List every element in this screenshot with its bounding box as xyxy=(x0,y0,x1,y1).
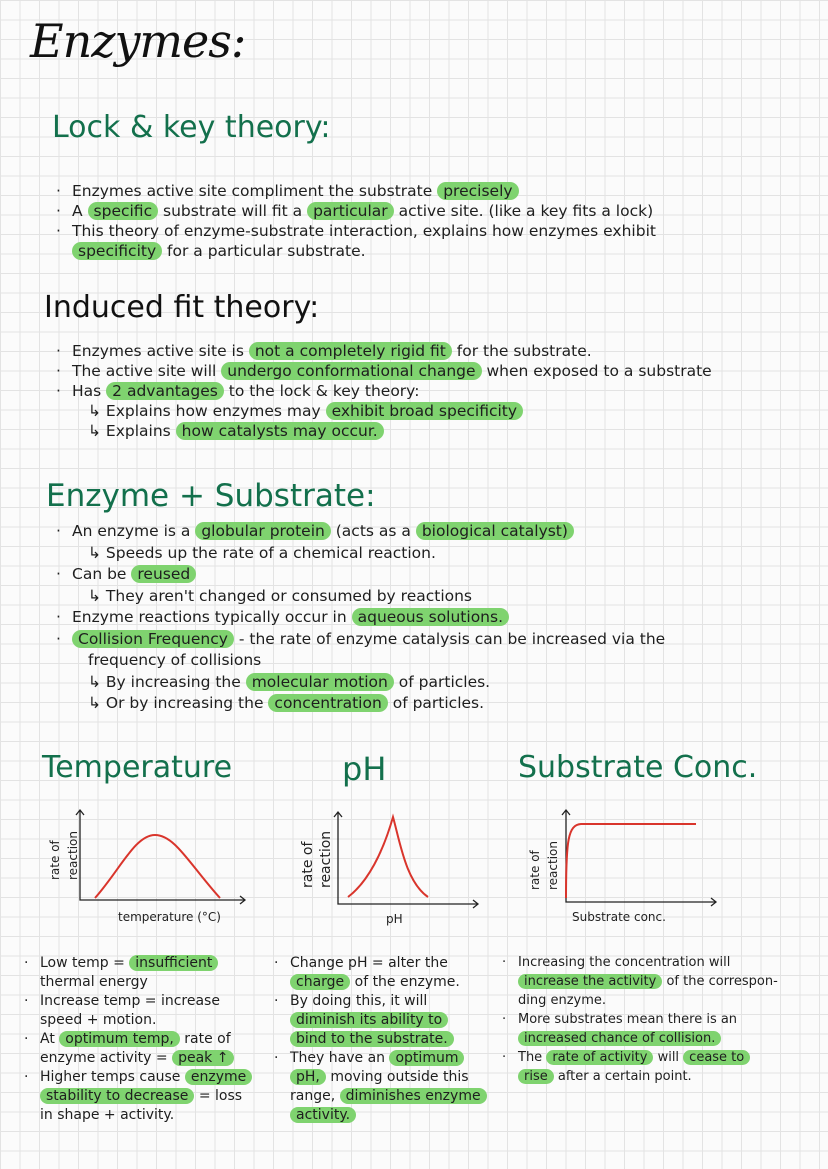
temperature-note-line xyxy=(24,1087,242,1105)
ph-note-line xyxy=(274,1011,448,1029)
bullet: · xyxy=(56,629,61,648)
enzyme-substrate-line xyxy=(72,694,484,712)
temperature-note-line xyxy=(24,1106,174,1124)
bullet: · xyxy=(24,1069,29,1085)
text: Change pH = alter the xyxy=(290,955,448,971)
bullet: · xyxy=(24,955,29,971)
highlight: rise xyxy=(518,1069,554,1084)
text: ↳ Explains xyxy=(88,422,176,440)
text: Increase temp = increase xyxy=(40,993,220,1009)
text: for a particular substrate. xyxy=(162,242,366,260)
text: for the substrate. xyxy=(451,342,592,360)
text: The active site will xyxy=(72,362,222,380)
ph-note-line xyxy=(274,992,427,1010)
temperature-note-line xyxy=(24,954,218,972)
enzyme-substrate-line xyxy=(56,522,574,540)
text: to the lock & key theory: xyxy=(223,382,420,400)
text: when exposed to a substrate xyxy=(481,362,712,380)
enzyme-substrate-line xyxy=(56,565,196,583)
text: frequency of collisions xyxy=(88,651,262,669)
highlight: aqueous solutions. xyxy=(352,608,509,626)
substrate-note-line xyxy=(502,1049,750,1067)
highlight: reused xyxy=(131,565,196,583)
ph-note-line xyxy=(274,1087,487,1105)
temperature-note-line xyxy=(24,1011,156,1029)
text: enzyme activity = xyxy=(40,1050,173,1066)
bullet: · xyxy=(56,182,61,200)
enzyme-substrate-line xyxy=(72,651,261,669)
lock-key-line xyxy=(56,182,519,200)
text: ding enzyme. xyxy=(518,993,607,1008)
highlight: increase the activity xyxy=(518,974,662,989)
highlight: precisely xyxy=(437,182,518,200)
temperature-note-line xyxy=(24,992,220,1010)
ph-note-line xyxy=(274,1049,464,1067)
text: By doing this, it will xyxy=(290,993,428,1009)
highlight: how catalysts may occur. xyxy=(176,422,384,440)
temperature-note-line xyxy=(24,1030,231,1048)
bullet: · xyxy=(24,1031,29,1047)
text: = loss xyxy=(194,1088,243,1104)
text: ↳ By increasing the xyxy=(88,672,246,691)
substrate-ylabel-1: rate of xyxy=(528,850,542,890)
temperature-note-line xyxy=(24,973,148,991)
highlight: Collision Frequency xyxy=(72,630,234,648)
substrate-xlabel: Substrate conc. xyxy=(572,910,666,924)
substrate-note-line xyxy=(502,1030,721,1048)
highlight: biological catalyst) xyxy=(416,522,574,540)
text: Low temp = xyxy=(40,955,130,971)
ph-axis-arrows xyxy=(334,812,478,908)
substrate-note-line xyxy=(502,1068,692,1086)
highlight: cease to xyxy=(683,1050,750,1065)
bullet: · xyxy=(56,522,61,540)
temperature-heading: Temperature xyxy=(42,750,233,785)
enzyme-substrate-line xyxy=(72,544,436,562)
highlight: undergo conformational change xyxy=(221,362,481,380)
substrate-note-line xyxy=(502,992,606,1010)
substrate-ylabel-2: reaction xyxy=(546,841,560,890)
text: of the enzyme. xyxy=(350,974,460,990)
lock-key-line xyxy=(56,202,653,220)
ph-note-line xyxy=(274,954,448,972)
text: A xyxy=(72,202,88,220)
lock-key-line xyxy=(56,222,656,240)
bullet: · xyxy=(56,565,61,583)
text: ↳ Explains how enzymes may xyxy=(88,402,326,420)
bullet: · xyxy=(56,382,61,400)
enzyme-substrate-heading: Enzyme + Substrate: xyxy=(46,478,376,514)
temperature-graph xyxy=(60,810,250,910)
bullet: · xyxy=(56,362,61,380)
text: will xyxy=(653,1050,684,1065)
highlight: not a completely rigid fit xyxy=(249,342,452,360)
ph-note-line xyxy=(274,1106,356,1124)
text: An enzyme is a xyxy=(72,522,196,540)
highlight: bind to the substrate. xyxy=(290,1031,454,1047)
bullet: · xyxy=(56,608,61,626)
highlight: rate of activity xyxy=(546,1050,653,1065)
text: speed + motion. xyxy=(40,1012,157,1028)
ph-ylabel-1: rate of xyxy=(300,841,316,888)
substrate-note-line xyxy=(502,1011,737,1029)
induced-fit-line xyxy=(56,382,419,400)
text: rate of xyxy=(179,1031,231,1047)
induced-fit-line xyxy=(72,422,384,440)
bullet: · xyxy=(274,1050,279,1066)
induced-fit-line xyxy=(56,342,592,360)
substrate-note-line xyxy=(502,973,778,991)
text: of particles. xyxy=(393,672,491,691)
ph-graph xyxy=(318,812,488,912)
text: - the rate of enzyme catalysis can be increased via the xyxy=(233,629,666,648)
enzyme-substrate-line xyxy=(72,587,472,605)
bullet: · xyxy=(24,993,29,1009)
substrate-curve xyxy=(566,824,696,898)
temperature-note-line xyxy=(24,1068,252,1086)
lock-key-line xyxy=(56,242,366,260)
bullet: · xyxy=(274,993,279,1009)
text: ↳ Speeds up the rate of a chemical reaction. xyxy=(88,543,436,562)
text: (acts as a xyxy=(330,522,416,540)
bullet: · xyxy=(56,202,61,220)
enzyme-substrate-line xyxy=(72,673,490,691)
ph-ylabel-2: reaction xyxy=(318,830,334,888)
text: Increasing the concentration will xyxy=(518,955,731,970)
lock-key-heading: Lock & key theory: xyxy=(52,110,331,145)
highlight: 2 advantages xyxy=(106,382,224,400)
ph-note-line xyxy=(274,1068,469,1086)
highlight: enzyme xyxy=(185,1069,252,1085)
highlight: globular protein xyxy=(195,522,331,540)
page-title: Enzymes: xyxy=(30,14,246,68)
highlight: diminish its ability to xyxy=(290,1012,448,1028)
highlight: particular xyxy=(307,202,394,220)
text: substrate will fit a xyxy=(158,202,308,220)
text: in shape + activity. xyxy=(40,1107,175,1123)
temperature-xlabel: temperature (°C) xyxy=(118,910,221,924)
ph-axes xyxy=(338,812,478,904)
substrate-graph xyxy=(546,810,726,910)
bullet: · xyxy=(502,1050,507,1065)
temperature-ylabel-2: reaction xyxy=(66,831,80,880)
enzyme-substrate-line xyxy=(56,608,509,626)
highlight: specific xyxy=(88,202,159,220)
highlight: increased chance of collision. xyxy=(518,1031,721,1046)
text: Enzyme reactions typically occur in xyxy=(72,608,352,626)
highlight: specificity xyxy=(72,242,162,260)
text: thermal energy xyxy=(40,974,148,990)
induced-fit-line xyxy=(56,362,712,380)
text: The xyxy=(518,1050,547,1065)
text: range, xyxy=(290,1088,340,1104)
bullet: · xyxy=(502,955,507,970)
highlight: peak ↑ xyxy=(172,1050,234,1066)
bullet: · xyxy=(502,1012,507,1027)
substrate-note-line xyxy=(502,954,730,972)
highlight: charge xyxy=(290,974,350,990)
text: Enzymes active site compliment the substrate xyxy=(72,182,438,200)
bullet: · xyxy=(274,955,279,971)
text: Has xyxy=(72,382,107,400)
highlight: activity. xyxy=(290,1107,356,1123)
ph-xlabel: pH xyxy=(386,912,403,926)
highlight: diminishes enzyme xyxy=(340,1088,487,1104)
text: This theory of enzyme-substrate interaction, explains how enzymes exhibit xyxy=(72,222,656,240)
substrate-conc-heading: Substrate Conc. xyxy=(518,750,758,785)
text: of the correspon- xyxy=(662,974,778,989)
ph-curve xyxy=(348,817,428,897)
text: ↳ Or by increasing the xyxy=(88,694,269,712)
text: Higher temps cause xyxy=(40,1069,185,1085)
induced-fit-line xyxy=(72,402,523,420)
ph-heading: pH xyxy=(342,750,387,788)
ph-note-line xyxy=(274,973,460,991)
highlight: molecular motion xyxy=(246,673,394,691)
text: ↳ They aren't changed or consumed by reactions xyxy=(88,586,473,605)
highlight: insufficient xyxy=(129,955,218,971)
text: active site. (like a key fits a lock) xyxy=(393,202,654,220)
bullet: · xyxy=(56,342,61,360)
text: moving outside this xyxy=(325,1069,469,1085)
ph-note-line xyxy=(274,1030,454,1048)
highlight: concentration xyxy=(268,694,387,712)
text: Can be xyxy=(72,565,132,583)
temperature-ylabel-1: rate of xyxy=(48,840,62,880)
highlight: optimum xyxy=(389,1050,464,1066)
induced-fit-heading: Induced fit theory: xyxy=(44,290,320,325)
bullet: · xyxy=(56,222,61,240)
highlight: pH, xyxy=(290,1069,326,1085)
text: after a certain point. xyxy=(553,1069,692,1084)
temperature-note-line xyxy=(24,1049,234,1067)
text: They have an xyxy=(290,1050,390,1066)
highlight: optimum temp, xyxy=(59,1031,180,1047)
enzyme-substrate-line xyxy=(56,630,665,648)
text: More substrates mean there is an xyxy=(518,1012,738,1027)
highlight: exhibit broad specificity xyxy=(326,402,523,420)
text: of particles. xyxy=(387,694,485,712)
temperature-curve xyxy=(95,835,220,898)
text: At xyxy=(40,1031,60,1047)
text: Enzymes active site is xyxy=(72,342,249,360)
highlight: stability to decrease xyxy=(40,1088,194,1104)
